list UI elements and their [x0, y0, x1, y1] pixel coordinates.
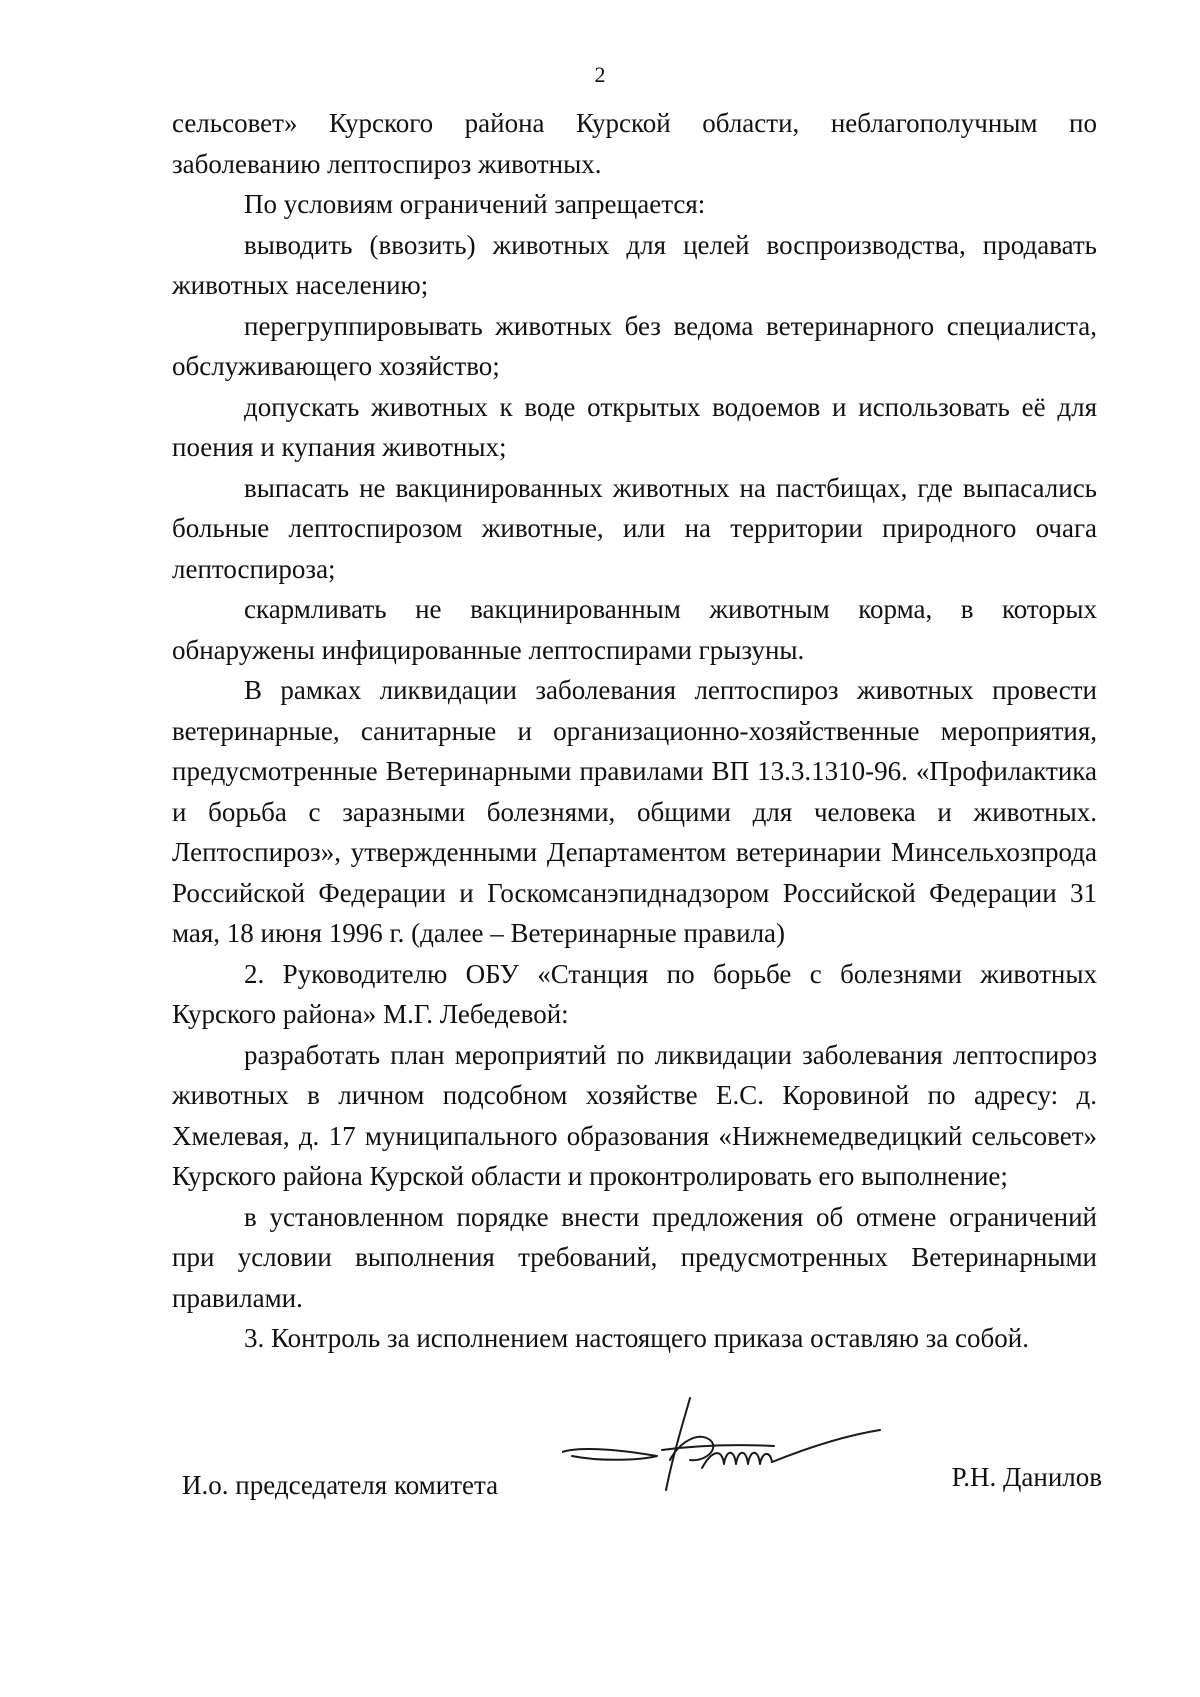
paragraph: сельсовет» Курского района Курской области, неблагополучным по заболеванию лептоспироз животных.	[172, 108, 1097, 179]
paragraph: допускать животных к воде открытых водоемов и использовать её для поения и купания животных;	[172, 391, 1097, 462]
paragraph: разработать план мероприятий по ликвидации заболевания лептоспироз животных в личном подсобном хозяйстве Е.С. Коровиной по адресу: д. Хмелевая, д. 17 муниципального образования «Нижнемедведицкий сельсовет» Курского района Курской области и проконтролировать его выполнение;	[172, 1039, 1097, 1191]
paragraph: По условиям ограничений запрещается:	[244, 189, 706, 219]
paragraph: 2. Руководителю ОБУ «Станция по борьбе с болезнями животных Курского района» М.Г. Лебедевой:	[172, 958, 1097, 1029]
paragraph: выводить (ввозить) животных для целей воспроизводства, продавать животных населению;	[172, 229, 1097, 300]
paragraph: перегруппировывать животных без ведома ветеринарного специалиста, обслуживающего хозяйство;	[172, 310, 1097, 381]
paragraph: В рамках ликвидации заболевания лептоспироз животных провести ветеринарные, санитарные и организационно-хозяйственные мероприятия, предусмотренные Ветеринарными правилами ВП 13.3.1310-96. «Профилактика и борьба с заразными болезнями, общими для человека и животных. Лептоспироз», утвержденными Департаментом ветеринарии Минсельхозпрода Российской Федерации и Госкомсанэпиднадзором Российской Федерации 31 мая, 18 июня 1996 г. (далее – Ветеринарные правила)	[172, 675, 1097, 948]
handwritten-signature	[562, 1390, 882, 1510]
document-body	[172, 103, 1097, 1359]
page-number: 2	[594, 62, 606, 87]
signatory-name: Р.Н. Данилов	[951, 1462, 1102, 1492]
paragraph: 3. Контроль за исполнением настоящего приказа оставляю за собой.	[244, 1323, 1029, 1353]
signatory-position: И.о. председателя комитета	[182, 1470, 499, 1500]
signature-block	[172, 1410, 1102, 1530]
paragraph: скармливать не вакцинированным животным корма, в которых обнаружены инфицированные лептоспирами грызуны.	[172, 594, 1097, 665]
paragraph: в установленном порядке внести предложения об отмене ограничений при условии выполнения требований, предусмотренных Ветеринарными правилами.	[172, 1201, 1097, 1313]
paragraph: выпасать не вакцинированных животных на пастбищах, где выпасались больные лептоспирозом животные, или на территории природного очага лептоспироза;	[172, 472, 1097, 584]
